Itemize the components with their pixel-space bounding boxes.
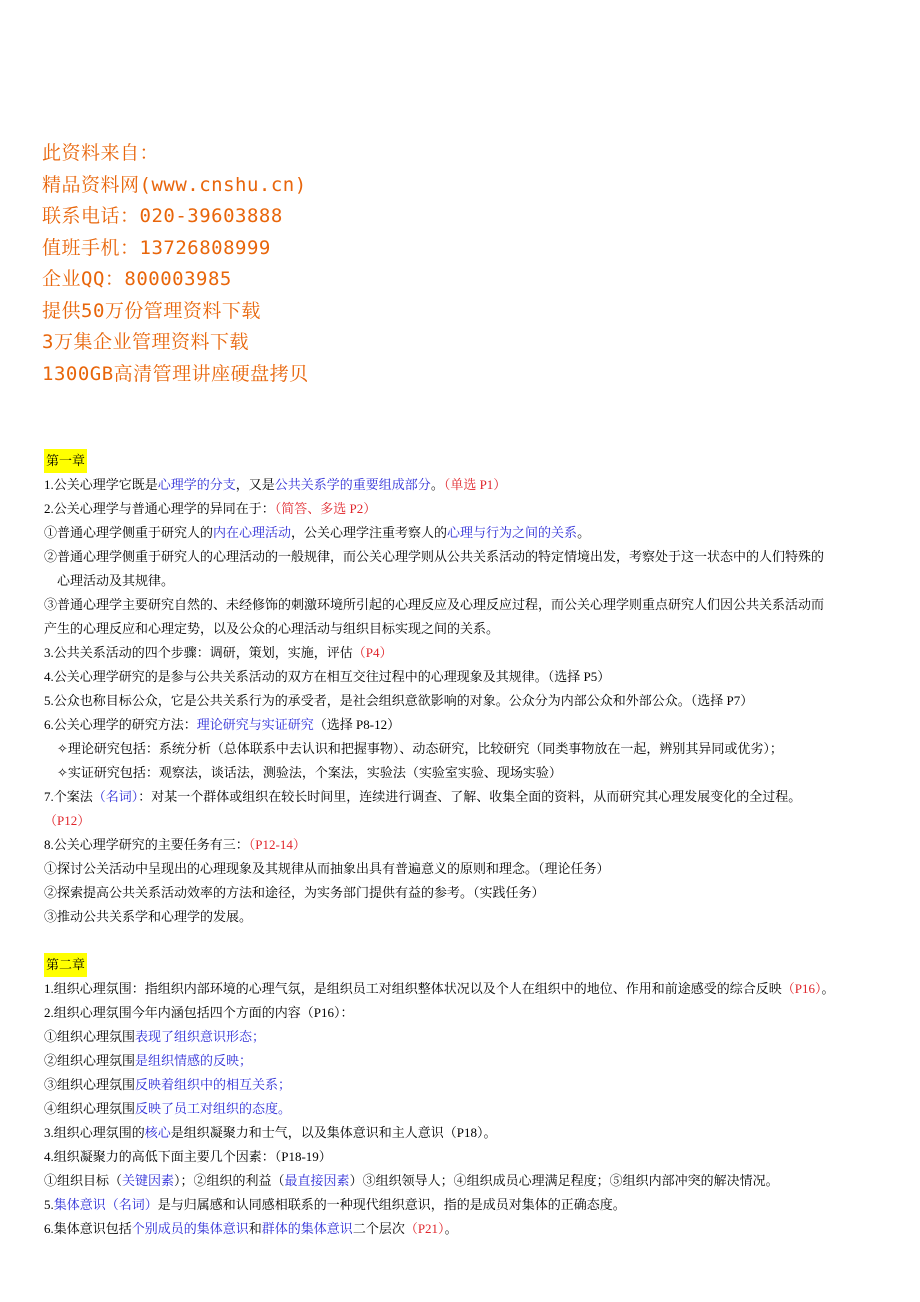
header-line: 值班手机：13726808999 xyxy=(42,236,271,259)
header-line: 企业QQ：800003985 xyxy=(42,268,232,290)
text: ）③组织领导人；④组织成员心理满足程度；⑤组织内部冲突的解决情况。 xyxy=(349,1173,779,1188)
text: ：对某一个群体或组织在较长时间里，连续进行调查、了解、收集全面的资料，从而研究其心理发展变化的全过程。 xyxy=(138,789,802,804)
paragraph xyxy=(44,1193,884,1217)
highlight-term: 心理学的分支 xyxy=(157,477,236,492)
text: 和 xyxy=(248,1221,262,1236)
text: 。 xyxy=(430,477,444,492)
header-line: 1300GB高清管理讲座硬盘拷贝 xyxy=(42,362,309,385)
paragraph-continued: 产生的心理反应和心理定势，以及公众的心理活动与组织目标实现之间的关系。 xyxy=(44,621,500,636)
paragraph xyxy=(44,785,884,809)
paragraph xyxy=(44,1073,884,1097)
paragraph-continued: 心理活动及其规律。 xyxy=(57,573,175,588)
header-line: 此资料来自： xyxy=(42,142,160,164)
highlight-term: 是组织情感的反映； xyxy=(135,1053,253,1068)
paragraph xyxy=(44,1049,884,1073)
text: 1.组织心理氛围：指组织内部环境的心理气氛，是组织员工对组织整体状况以及个人在组织中的地位、作用和前途感受的综合反映 xyxy=(44,981,782,996)
document-body xyxy=(44,449,884,1241)
paragraph: ②探索提高公共关系活动效率的方法和途径，为实务部门提供有益的参考。（实践任务） xyxy=(44,885,545,900)
text: 二个层次 xyxy=(352,1221,405,1236)
header-line: 提供50万份管理资料下载 xyxy=(42,299,261,322)
paragraph xyxy=(44,641,884,665)
text: ②组织心理氛围 xyxy=(44,1053,136,1068)
bullet-item: ✧实证研究包括：观察法，谈话法，测验法，个案法，实验法（实验室实验、现场实验） xyxy=(57,765,562,780)
highlight-term: 群体的集体意识 xyxy=(261,1221,353,1236)
text: 8.公关心理学研究的主要任务有三： xyxy=(44,837,249,852)
chapter-heading: 第一章 xyxy=(44,449,87,473)
paragraph xyxy=(44,473,884,497)
paragraph xyxy=(44,833,884,857)
paragraph: ①探讨公关活动中呈现出的心理现象及其规律从而抽象出具有普遍意义的原则和理念。（理论任务） xyxy=(44,861,610,876)
text: ③组织心理氛围 xyxy=(44,1077,136,1092)
text: 1.公关心理学它既是 xyxy=(44,477,158,492)
text: 。 xyxy=(444,1221,458,1236)
reference-note: （P12） xyxy=(44,813,91,828)
text: 。 xyxy=(821,981,835,996)
text: 6.公关心理学的研究方法： xyxy=(44,717,197,732)
source-header xyxy=(42,138,309,390)
text: ，公关心理学注重考察人的 xyxy=(291,525,448,540)
highlight-term: 表现了组织意识形态； xyxy=(135,1029,266,1044)
highlight-term: 关键因素 xyxy=(122,1173,175,1188)
paragraph: ③普通心理学主要研究自然的、未经修饰的刺激环境所引起的心理反应及心理反应过程，而公关心理学则重点研究人们因公共关系活动而 xyxy=(44,597,825,612)
reference-note: （单选 P1） xyxy=(443,477,507,492)
paragraph: 4.组织凝聚力的高低下面主要几个因素：（P18-19） xyxy=(44,1149,332,1164)
text: ）；②组织的利益（ xyxy=(174,1173,285,1188)
text: ①组织心理氛围 xyxy=(44,1029,136,1044)
reference-note: （P21） xyxy=(404,1221,445,1236)
text: 5. xyxy=(44,1197,54,1212)
text: 6.集体意识包括 xyxy=(44,1221,132,1236)
paragraph xyxy=(44,1097,884,1121)
bullet-item: ✧理论研究包括：系统分析（总体联系中去认识和把握事物）、动态研究，比较研究（同类事物放在一起，辨别其异同或优劣）； xyxy=(57,741,783,756)
text: 7.个案法 xyxy=(44,789,93,804)
paragraph xyxy=(44,1121,884,1145)
text: 3.公共关系活动的四个步骤：调研，策划，实施，评估 xyxy=(44,645,353,660)
text: （选择 P8-12） xyxy=(313,717,401,732)
highlight-term: 核心 xyxy=(144,1125,171,1140)
highlight-term: 反映着组织中的相互关系； xyxy=(135,1077,292,1092)
paragraph: ③推动公共关系学和心理学的发展。 xyxy=(44,909,253,924)
paragraph: 2.组织心理氛围今年内涵包括四个方面的内容（P16）： xyxy=(44,1005,354,1020)
paragraph xyxy=(44,1217,884,1241)
text: 2.公关心理学与普通心理学的异同在于： xyxy=(44,501,275,516)
highlight-term: 个别成员的集体意识 xyxy=(131,1221,249,1236)
highlight-term: 反映了员工对组织的态度。 xyxy=(135,1101,292,1116)
highlight-term: 心理与行为之间的关系 xyxy=(447,525,578,540)
text: ，又是 xyxy=(235,477,275,492)
text: 是与归属感和认同感相联系的一种现代组织意识，指的是成员对集体的正确态度。 xyxy=(157,1197,626,1212)
paragraph xyxy=(44,977,884,1001)
text: 。 xyxy=(577,525,591,540)
paragraph xyxy=(44,1169,884,1193)
paragraph: 5.公众也称目标公众，它是公共关系行为的承受者，是社会组织意欲影响的对象。公众分为内部公众和外部公众。（选择 P7） xyxy=(44,693,754,708)
reference-note: （P12-14） xyxy=(248,837,306,852)
header-line: 精品资料网(www.cnshu.cn) xyxy=(42,173,307,196)
paragraph xyxy=(44,1025,884,1049)
highlight-term: 内在心理活动 xyxy=(213,525,292,540)
text: ①普通心理学侧重于研究人的 xyxy=(44,525,214,540)
reference-note: （P16） xyxy=(781,981,822,996)
paragraph xyxy=(44,497,884,521)
reference-note: （P4） xyxy=(352,645,393,660)
highlight-term: （名词） xyxy=(92,789,139,804)
paragraph xyxy=(44,713,884,737)
text: ①组织目标（ xyxy=(44,1173,123,1188)
paragraph: ②普通心理学侧重于研究人的心理活动的一般规律，而公关心理学则从公共关系活动的特定情境出发，考察处于这一状态中的人们特殊的 xyxy=(44,549,825,564)
highlight-term: 公共关系学的重要组成部分 xyxy=(274,477,431,492)
highlight-term: 集体意识（名词） xyxy=(53,1197,158,1212)
text: 是组织凝聚力和士气，以及集体意识和主人意识（P18）。 xyxy=(170,1125,497,1140)
header-line: 联系电话：020-39603888 xyxy=(42,205,283,227)
paragraph xyxy=(44,521,884,545)
highlight-term: 理论研究与实证研究 xyxy=(196,717,314,732)
reference-note: （简答、多选 P2） xyxy=(274,501,377,516)
highlight-term: 最直接因素 xyxy=(284,1173,350,1188)
text: 3.组织心理氛围的 xyxy=(44,1125,145,1140)
paragraph: 4.公关心理学研究的是参与公共关系活动的双方在相互交往过程中的心理现象及其规律。（选择 P5） xyxy=(44,669,611,684)
header-line: 3万集企业管理资料下载 xyxy=(42,331,249,353)
chapter-heading: 第二章 xyxy=(44,953,87,977)
text: ④组织心理氛围 xyxy=(44,1101,136,1116)
